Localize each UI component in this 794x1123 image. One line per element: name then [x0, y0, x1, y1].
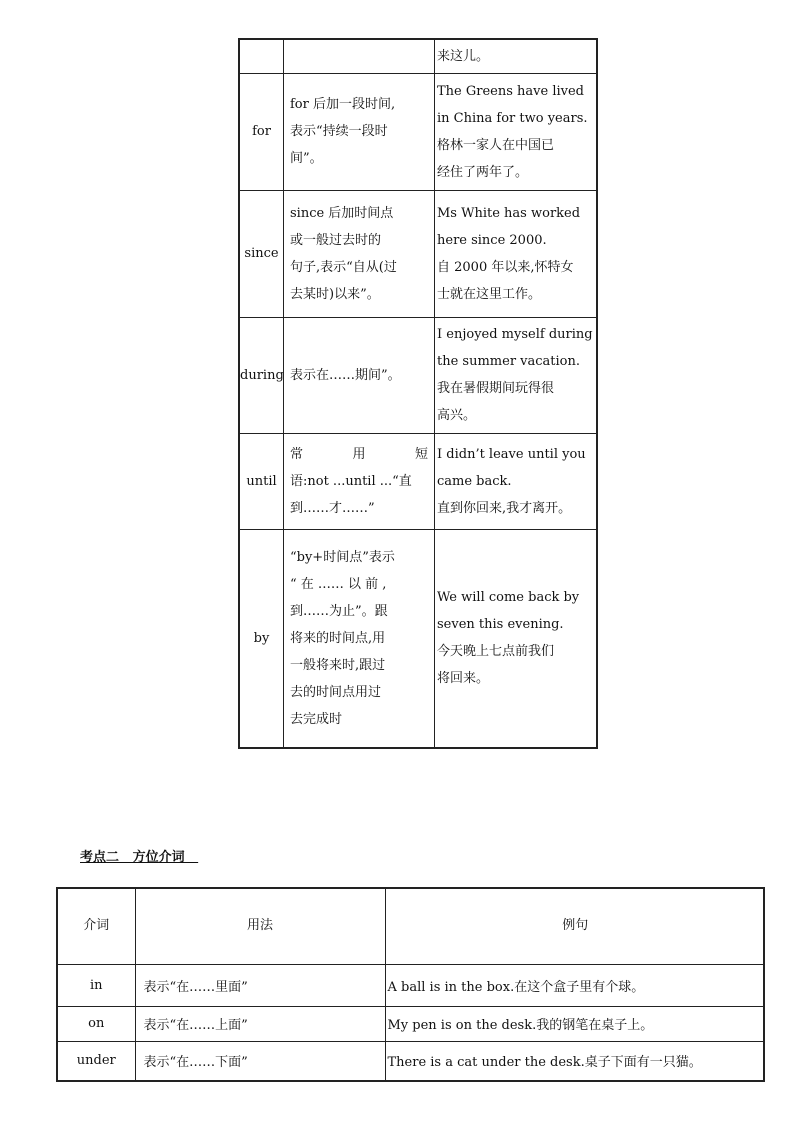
preposition-cell: during [239, 317, 284, 433]
usage-line: 间”。 [290, 151, 323, 166]
table-row [239, 190, 597, 317]
usage-line: 语:not ...until ...“直 [290, 473, 412, 489]
example-line: the summer vacation. [437, 354, 580, 369]
usage-line: 表示在……期间”。 [290, 367, 401, 383]
example-line: 格林一家人在中国已 [437, 137, 555, 153]
usage-line: 去某时)以来”。 [290, 286, 380, 302]
table-header-row [57, 888, 764, 964]
example-line: in China for two years. [437, 110, 588, 126]
section-heading: 考点二 方位介词 [80, 850, 199, 865]
header-example: 例句 [385, 888, 764, 964]
usage-line: 常 用 短 [290, 446, 428, 462]
usage-line: 一般将来时,跟过 [290, 657, 386, 673]
example-cell [435, 433, 598, 529]
usage-cell: 表示“在……下面” [135, 1041, 385, 1081]
example-line: 士就在这里工作。 [437, 286, 542, 302]
table-row [239, 529, 597, 748]
usage-cell: 表示“在……上面” [135, 1006, 385, 1041]
time-prepositions-table [238, 38, 598, 749]
preposition-cell: in [57, 964, 135, 1006]
usage-line: 去完成时 [290, 711, 343, 727]
usage-line: 句子,表示“自从(过 [290, 259, 397, 275]
table-row [57, 1006, 764, 1041]
table-row [239, 317, 597, 433]
example-line: I enjoyed myself during [437, 327, 593, 342]
usage-cell [284, 190, 435, 317]
usage-line: “ 在 …… 以 前 , [290, 576, 387, 592]
example-cell [435, 529, 598, 748]
example-cell [435, 39, 598, 73]
usage-line: 到……才……” [290, 500, 375, 516]
preposition-cell: on [57, 1006, 135, 1041]
usage-line: “by+时间点”表示 [290, 549, 395, 565]
usage-cell [284, 317, 435, 433]
preposition-cell: under [57, 1041, 135, 1081]
preposition-cell: until [239, 433, 284, 529]
usage-cell [284, 73, 435, 190]
usage-cell [284, 529, 435, 748]
table-row [239, 433, 597, 529]
usage-line: 将来的时间点,用 [290, 630, 386, 646]
usage-line: since 后加时间点 [290, 205, 394, 221]
usage-cell [284, 433, 435, 529]
example-line: 自 2000 年以来,怀特女 [437, 259, 574, 275]
example-line: The Greens have lived [437, 83, 584, 99]
place-prepositions-table [56, 887, 765, 1082]
header-preposition: 介词 [57, 888, 135, 964]
example-line: Ms White has worked [437, 205, 581, 221]
usage-cell [284, 39, 435, 73]
example-line: 将回来。 [437, 671, 490, 687]
example-line: 直到你回来,我才离开。 [437, 500, 572, 516]
usage-line: 表示“持续一段时 [290, 124, 388, 139]
example-cell: My pen is on the desk.我的钢笔在桌子上。 [385, 1006, 764, 1041]
example-line: came back. [437, 473, 512, 489]
preposition-cell: by [239, 529, 284, 748]
example-line: 今天晚上七点前我们 [437, 644, 555, 660]
usage-line: for 后加一段时间, [290, 97, 396, 112]
example-line: We will come back by [437, 590, 580, 606]
example-line: 经住了两年了。 [437, 164, 529, 180]
header-usage: 用法 [135, 888, 385, 964]
example-line: here since 2000. [437, 232, 547, 248]
table-row [57, 1041, 764, 1081]
example-cell: A ball is in the box.在这个盒子里有个球。 [385, 964, 764, 1006]
table-row [239, 39, 597, 73]
example-line: seven this evening. [437, 617, 564, 633]
example-line: 我在暑假期间玩得很 [437, 381, 555, 396]
table-row [57, 964, 764, 1006]
example-cell [435, 317, 598, 433]
example-line: I didn’t leave until you [437, 446, 586, 462]
table-row [239, 73, 597, 190]
preposition-cell: for [239, 73, 284, 190]
usage-line: 到……为止”。跟 [290, 603, 388, 619]
example-cell [435, 190, 598, 317]
example-cell: There is a cat under the desk.桌子下面有一只猫。 [385, 1041, 764, 1081]
usage-line: 去的时间点用过 [290, 684, 382, 700]
preposition-cell [239, 39, 284, 73]
usage-cell: 表示“在……里面” [135, 964, 385, 1006]
example-line: 高兴。 [437, 408, 477, 423]
example-line: 来这儿。 [437, 48, 490, 64]
example-cell [435, 73, 598, 190]
usage-line: 或一般过去时的 [290, 232, 382, 248]
preposition-cell: since [239, 190, 284, 317]
